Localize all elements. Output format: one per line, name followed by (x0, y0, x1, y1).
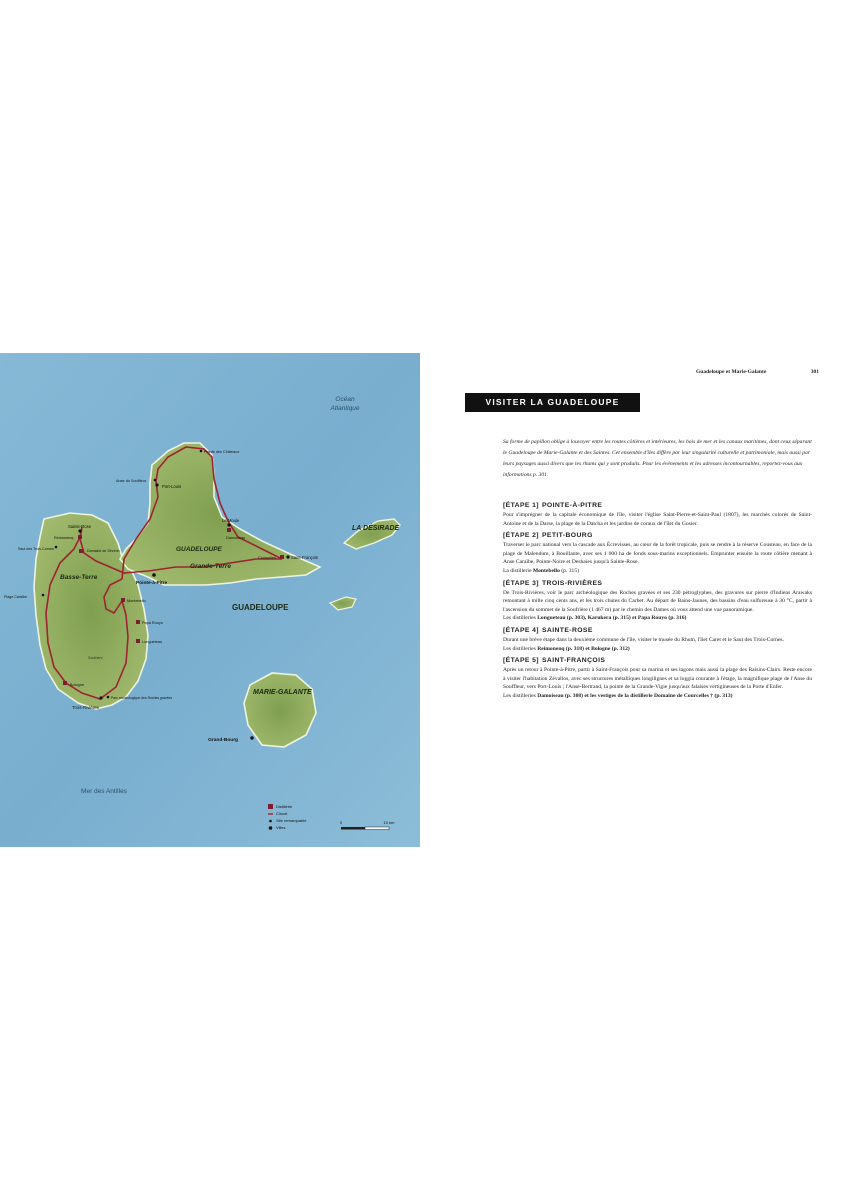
place-papa-rouyo: Papa Rouyo (142, 621, 163, 625)
legend-villes-swatch (269, 826, 273, 830)
city-marker-grand-bourg (250, 736, 253, 739)
label-basse-terre: Basse-Terre (60, 574, 98, 581)
map-panel (0, 353, 420, 847)
city-marker-sainte-rose (78, 529, 81, 532)
scale-bar-dark (341, 827, 365, 830)
place-soufriere: Soufrière (88, 656, 103, 660)
city-marker-saint-francois (286, 555, 289, 558)
distillery-marker-bologne (63, 681, 67, 685)
distillery-marker-damoiseau (227, 528, 231, 532)
distillery-names: Longueteau (p. 303), Karukera (p. 315) et Papa Rouyo (p. 316) (537, 615, 687, 622)
place-le-moule: Le Moule (222, 518, 240, 523)
scale-zero: 0 (339, 820, 343, 825)
ocean-label-line2: Atlantique (330, 405, 360, 412)
place-courcelles: Courcelles (258, 556, 276, 560)
site-marker-parc-archeo (107, 696, 110, 699)
place-saint-francois: Saint-François (291, 555, 318, 560)
legend-site: Site remarquable (276, 818, 307, 823)
site-marker-pointe-chateaux (200, 450, 203, 453)
distillery-suffix: (p. 315) (559, 567, 579, 574)
step-name: PETIT-BOURG (541, 532, 593, 540)
label-guadeloupe-big: GUADELOUPE (232, 603, 289, 612)
step-heading (503, 579, 812, 589)
place-port-louis: Port-Louis (162, 484, 182, 489)
distillery-prefix: Les distilleries (503, 645, 538, 652)
step-description: De Trois-Rivières, voir le parc archéologique des Roches gravées et ses 230 pétroglyphes, des gravures sur pierre d'Indiens Arawaks remontant à mille cinq cents ans, et les trois chutes du Carbet. Au départ de Bains-Jaunes, des bassins d'eau sulfureuse à 30 °C, partir à l'ascension du sommet de la Soufrière (1 467 m) par le chemin des Dames où vous attend une vue panoramique. (503, 589, 812, 613)
step-distilleries (503, 692, 812, 701)
city-marker-trois-rivieres (99, 696, 102, 699)
step-distilleries (503, 614, 812, 623)
label-desirade: LA DÉSIRADE (352, 525, 400, 532)
step-1 (503, 501, 812, 528)
distillery-names: Damoiseau (p. 308) et les vestiges de la distillerie Domaine de Courcelles † (p. 313) (537, 692, 733, 699)
place-longueteau: Longueteau (142, 640, 163, 644)
distillery-marker-papa-rouyo (136, 620, 140, 624)
site-marker-plage-caraibe (42, 594, 45, 597)
label-marie-galante: MARIE-GALANTE (253, 689, 312, 696)
legend-distillery-swatch (268, 804, 273, 809)
distillery-marker-reimonenq (78, 535, 82, 539)
distillery-marker-severin (79, 549, 83, 553)
step-name: TROIS-RIVIÈRES (541, 579, 603, 587)
step-5 (503, 656, 812, 700)
place-parc-archeo: Parc archéologique des Roches gravées (111, 696, 173, 700)
distillery-prefix: La distillerie (503, 567, 533, 574)
city-marker-le-moule (227, 523, 230, 526)
distillery-marker-montebello (121, 598, 125, 602)
place-plage-caraibe: Plage Caraïbe (4, 595, 27, 599)
place-pointe-a-pitre: Pointe-à-Pitre (136, 581, 168, 586)
place-bologne: Bologne (70, 683, 84, 687)
scale-ten: 10 km (383, 820, 395, 825)
place-reimonenq: Reimonenq (54, 536, 74, 540)
ocean-label-line1: Océan (335, 396, 355, 403)
guadeloupe-map (0, 353, 420, 847)
step-3 (503, 579, 812, 623)
distillery-marker-longueteau (136, 639, 140, 643)
island-marie-galante (244, 673, 316, 747)
distillery-marker-courcelles (280, 555, 284, 559)
step-heading (503, 501, 812, 511)
place-anse-souffleur: Anse du Souffleur (116, 479, 147, 483)
step-distilleries (503, 645, 812, 654)
step-description: Durant une brève étape dans la deuxième commune de l'île, visiter le musée du Rhum, l'îlet Caret et le Saut des Trois-Cornes. (503, 636, 785, 643)
step-heading (503, 626, 812, 636)
city-marker-pointe-a-pitre (152, 573, 156, 577)
step-description: Après un retour à Pointe-à-Pitre, partir à Saint-François pour sa marina et ses lagons mais aussi la plage des Raisins-Clairs. Reste encore à visiter l'habitation Zévallos, avec ses structures métalliques longilignes et sa loggia courante à l'étage, la magnifique plage de l'Anse du Souffleur, vers Port-Louis ; l'Anse-Bertrand, la pointe de la Grande-Vigie jusqu'aux falaises vertigineuses de la Porte d'Enfer. (503, 667, 812, 691)
legend-villes: Villes (276, 825, 286, 830)
place-pointe-chateaux: Pointe des Châteaux (204, 450, 240, 454)
distillery-names: Reimonenq (p. 318) et Bologne (p. 312) (537, 645, 630, 652)
page-number: 301 (810, 369, 819, 375)
step-heading (503, 656, 812, 666)
scale-bar-light (365, 827, 389, 830)
text-page (455, 353, 825, 847)
step-tag: [ÉTAPE 2] (503, 532, 539, 540)
place-damoiseau: Damoiseau (226, 536, 246, 540)
place-domaine-severin: Domaine de Séverin (87, 549, 120, 553)
step-4 (503, 626, 812, 653)
step-tag: [ÉTAPE 5] (503, 657, 539, 665)
legend-circuit: Circuit (276, 811, 288, 816)
step-name: POINTE-À-PITRE (541, 502, 603, 509)
label-guadeloupe-region: GUADELOUPE (176, 546, 222, 553)
place-saut-trois-cornes: Saut des Trois-Cornes (18, 547, 54, 551)
sea-label: Mer des Antilles (81, 788, 127, 795)
step-description: Traverser le parc national vers la cascade aux Écrevisses, au cœur de la forêt tropicale, puis se rendre à la réserve Cousteau, en face de la plage de Malendure, à Bouillante, avec ses 1 000 ha de fonds sous-marins exceptionnels. Emprunter ensuite la route côtière menant à Anse Caraïbe, Pointe-Noire et Deshaies jusqu'à Sainte-Rose. (503, 542, 812, 566)
place-trois-rivieres: Trois-Rivières (72, 705, 99, 710)
step-heading (503, 531, 812, 541)
site-marker-saut-trois-cornes (55, 546, 58, 549)
step-tag: [ÉTAPE 3] (503, 579, 539, 587)
section-title: VISITER LA GUADELOUPE (465, 393, 640, 412)
site-marker-anse-souffleur (154, 479, 157, 482)
distillery-prefix: Les distilleries (503, 692, 538, 699)
step-name: SAINT-FRANÇOIS (541, 657, 606, 665)
legend-site-swatch (269, 820, 272, 823)
place-grand-bourg: Grand-Bourg (208, 738, 238, 743)
label-grande-terre: Grande-Terre (190, 563, 231, 570)
step-tag: [ÉTAPE 4] (503, 626, 539, 634)
step-tag: [ÉTAPE 1] (503, 502, 539, 509)
step-description: Pour s'imprégner de la capitale économique de l'île, visiter l'église Saint-Pierre-et-Saint-Paul (1807), les marchés colorés de Saint-Antoine et de la Darse, la plage de la Datcha et les jardins de coraux de l'îlet du Gosier. (503, 512, 812, 527)
intro-paragraph: Sa forme de papillon oblige à louvoyer entre les routes côtières et intérieures, les bois de mer et les canaux maritimes, dont ceux séparant le Guadeloupe de Marie-Galante et des Saintes. Cet ensemble d'îles diffère par leur singularité culturelle et patrimoniale, mais aussi par leurs paysages aussi divers que les rhums qui y sont produits. Pour les événements et les adresses incontournables, reportez-vous aux informations p. 301. (503, 439, 812, 478)
city-marker-port-louis (155, 483, 158, 486)
step-name: SAINTE-ROSE (541, 626, 593, 634)
running-head: Guadeloupe et Marie-Galante (696, 369, 767, 375)
step-2 (503, 531, 812, 575)
place-sainte-rose: Sainte-Rose (68, 524, 92, 529)
distillery-names: Montebello (532, 567, 560, 574)
place-montebello: Montebello (127, 599, 146, 603)
steps-list (503, 501, 812, 704)
step-distilleries (503, 567, 812, 576)
legend-distillerie: Distillerie (276, 804, 293, 809)
distillery-prefix: Les distilleries (503, 615, 538, 622)
